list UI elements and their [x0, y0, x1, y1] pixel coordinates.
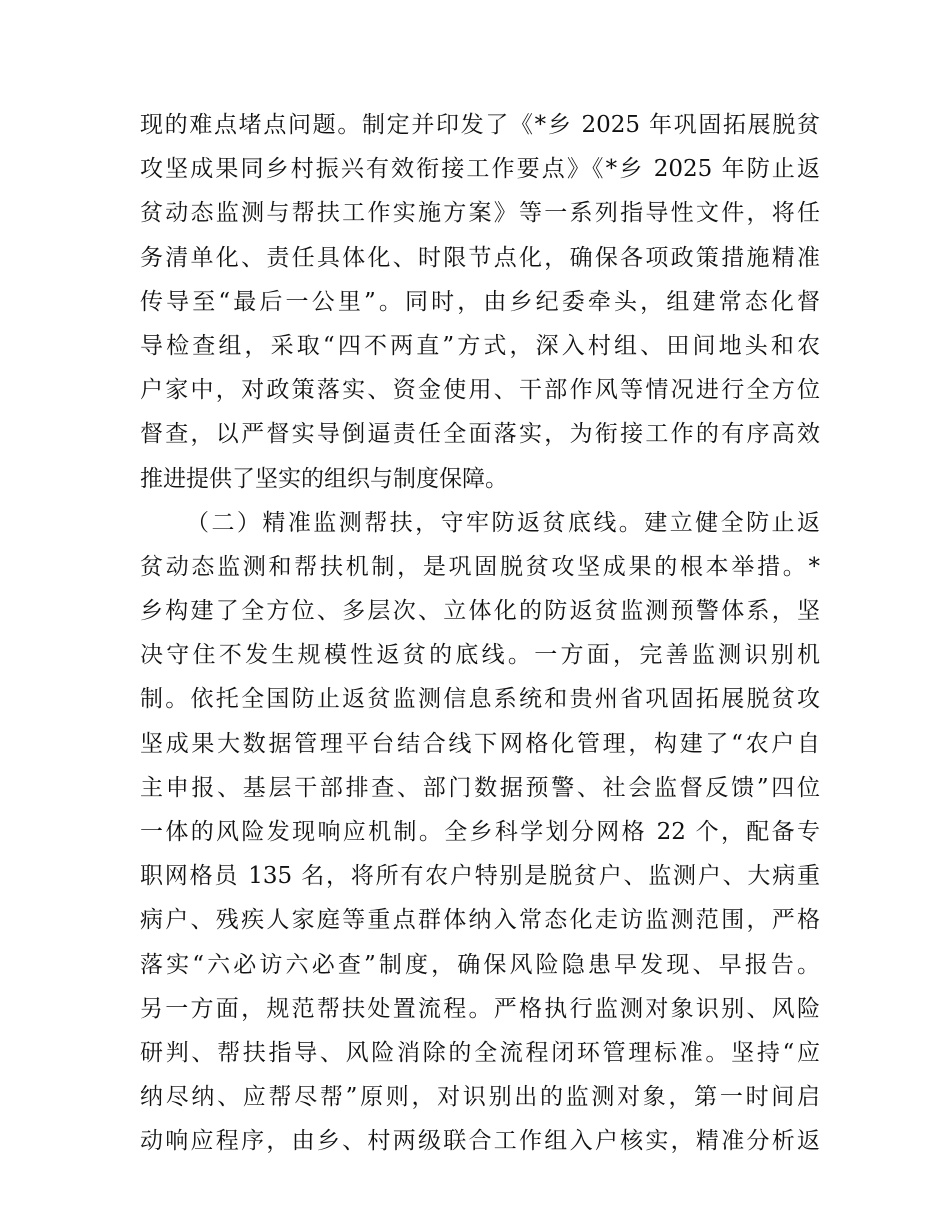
- text-line-13: 决守住不发生规模性返贫的底线。一方面，完善监测识别机: [140, 642, 820, 669]
- text-line-5: 传导至“最后一公里”。同时，由乡纪委牵头，组建常态化督: [140, 288, 820, 315]
- text-line-17: 一体的风险发现响应机制。全乡科学划分网格 22 个，配备专: [140, 819, 820, 845]
- body-text: [140, 103, 820, 1164]
- text-line-18: 职网格员 135 名，将所有农户特别是脱贫户、监测户、大病重: [140, 863, 820, 890]
- text-line-21: 另一方面，规范帮扶处置流程。严格执行监测对象识别、风险: [140, 995, 820, 1022]
- text-line-7: 户家中，对政策落实、资金使用、干部作风等情况进行全方位: [140, 377, 820, 404]
- text-line-22: 研判、帮扶指导、风险消除的全流程闭环管理标准。坚持“应: [140, 1039, 820, 1066]
- text-line-16: 主申报、基层干部排查、部门数据预警、社会监督反馈”四位: [140, 774, 820, 801]
- text-line-2: 攻坚成果同乡村振兴有效衔接工作要点》《*乡 2025 年防止返: [140, 156, 820, 183]
- text-line-20: 落实“六必访六必查”制度，确保风险隐患早发现、早报告。: [140, 951, 820, 978]
- text-line-6: 导检查组，采取“四不两直”方式，深入村组、田间地头和农: [140, 332, 820, 359]
- text-line-15: 坚成果大数据管理平台结合线下网格化管理，构建了“农户自: [140, 730, 820, 757]
- text-line-12: 乡构建了全方位、多层次、立体化的防返贫监测预警体系，坚: [140, 598, 820, 625]
- text-line-19: 病户、残疾人家庭等重点群体纳入常态化走访监测范围，严格: [140, 907, 820, 934]
- text-line-3: 贫动态监测与帮扶工作实施方案》等一系列指导性文件，将任: [140, 200, 820, 227]
- text-line-1: 现的难点堵点问题。制定并印发了《*乡 2025 年巩固拓展脱贫: [140, 112, 820, 138]
- text-line-11: 贫动态监测和帮扶机制，是巩固脱贫攻坚成果的根本举措。*: [140, 553, 820, 580]
- text-line-14: 制。依托全国防止返贫监测信息系统和贵州省巩固拓展脱贫攻: [140, 686, 820, 713]
- text-line-4: 务清单化、责任具体化、时限节点化，确保各项政策措施精准: [140, 244, 820, 271]
- text-line-23: 纳尽纳、应帮尽帮”原则，对识别出的监测对象，第一时间启: [140, 1084, 820, 1111]
- text-line-9: 推进提供了坚实的组织与制度保障。: [140, 465, 508, 492]
- section-heading-line: （二）精准监测帮扶，守牢防返贫底线。建立健全防止返: [186, 509, 820, 536]
- text-line-8: 督查，以严督实导倒逼责任全面落实，为衔接工作的有序高效: [140, 421, 820, 448]
- text-line-24: 动响应程序，由乡、村两级联合工作组入户核实，精准分析返: [140, 1128, 820, 1155]
